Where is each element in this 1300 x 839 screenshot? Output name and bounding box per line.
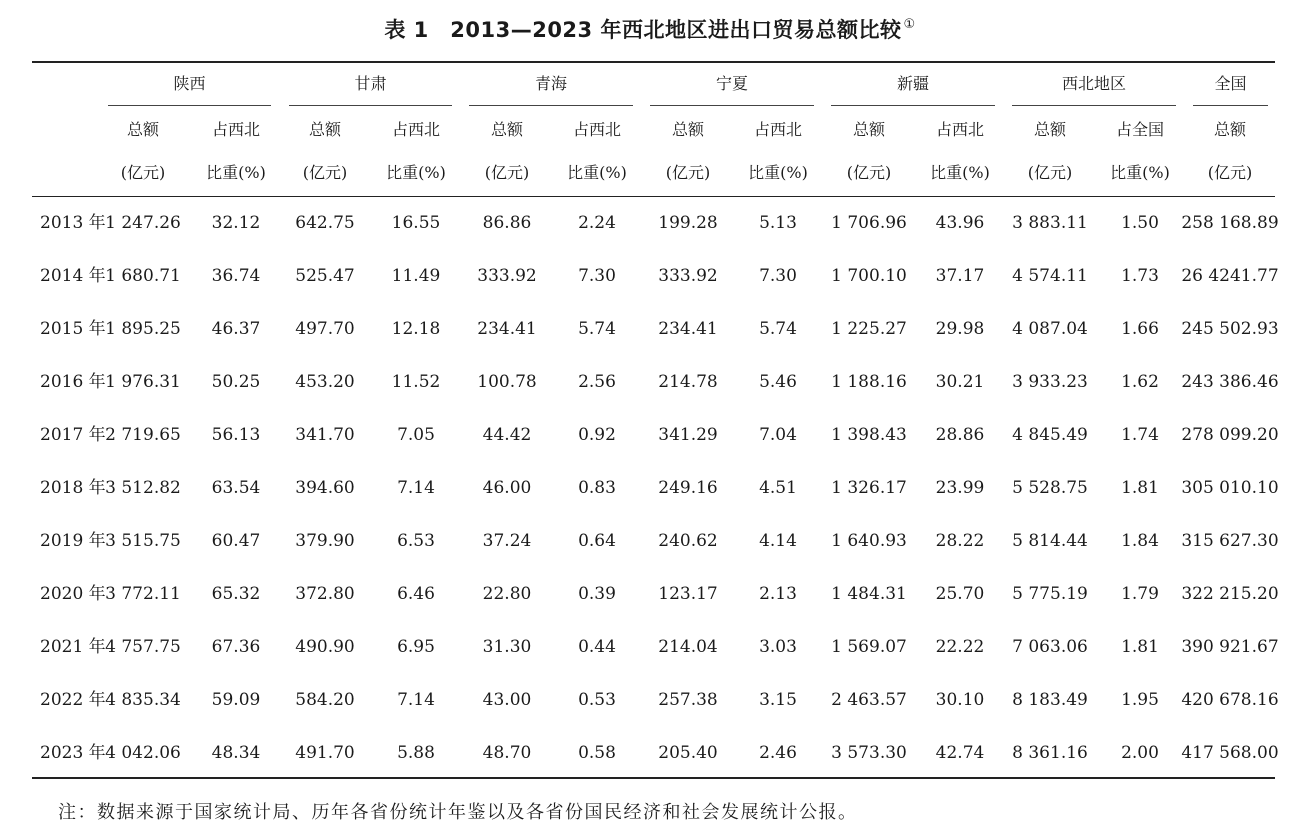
- table-cell: 4 835.34: [105, 690, 181, 710]
- table-cell: 11.49: [391, 266, 441, 286]
- table-cell: 249.16: [658, 478, 718, 498]
- table-cell: 0.44: [578, 637, 616, 657]
- table-cell: 1.74: [1121, 425, 1159, 445]
- table-cell: 3 933.23: [1012, 372, 1088, 392]
- table-cell: 6.46: [397, 584, 435, 604]
- table-cell: 5 814.44: [1012, 531, 1088, 551]
- table-cell: 372.80: [295, 584, 355, 604]
- table-cell: 23.99: [935, 478, 985, 498]
- table-cell: 278 099.20: [1181, 425, 1279, 445]
- column-header-line2: (亿元): [665, 163, 711, 182]
- table-cell: 1.95: [1121, 690, 1159, 710]
- table-cell: 1 706.96: [831, 213, 907, 233]
- table-cell: 11.52: [391, 372, 441, 392]
- table-cell: 258 168.89: [1181, 213, 1279, 233]
- table-cell: 43.96: [935, 213, 985, 233]
- table-cell: 3.15: [759, 690, 797, 710]
- table-cell: 48.34: [211, 743, 261, 763]
- table-cell: 63.54: [211, 478, 261, 498]
- table-cell: 1 976.31: [105, 372, 181, 392]
- table-cell: 1.84: [1121, 531, 1159, 551]
- table-cell: 0.58: [578, 743, 616, 763]
- table-top-rule: [32, 61, 1275, 63]
- table-cell: 7.04: [759, 425, 797, 445]
- table-cell: 44.42: [482, 425, 532, 445]
- column-header-line2: 比重(%): [567, 163, 627, 182]
- table-cell: 333.92: [658, 266, 718, 286]
- table-cell: 26 4241.77: [1181, 266, 1279, 286]
- table-cell: 4.14: [759, 531, 797, 551]
- table-cell: 1 569.07: [831, 637, 907, 657]
- row-year-label: 2014 年: [40, 266, 106, 286]
- table-bottom-rule: [32, 777, 1275, 779]
- table-cell: 4.51: [759, 478, 797, 498]
- table-cell: 234.41: [658, 319, 718, 339]
- table-cell: 1.66: [1121, 319, 1159, 339]
- column-header-line1: 占西北: [935, 120, 985, 139]
- table-cell: 36.74: [211, 266, 261, 286]
- table-cell: 305 010.10: [1181, 478, 1279, 498]
- column-header-line1: 占西北: [391, 120, 441, 139]
- table-cell: 642.75: [295, 213, 355, 233]
- table-cell: 333.92: [477, 266, 537, 286]
- table-cell: 4 042.06: [105, 743, 181, 763]
- table-cell: 420 678.16: [1181, 690, 1279, 710]
- row-year-label: 2022 年: [40, 690, 106, 710]
- table-cell: 7.30: [578, 266, 616, 286]
- table-title-text: 表 1 2013—2023 年西北地区进出口贸易总额比较: [384, 18, 902, 42]
- table-cell: 59.09: [211, 690, 261, 710]
- table-cell: 315 627.30: [1181, 531, 1279, 551]
- column-header-line1: 总额: [490, 120, 524, 139]
- table-cell: 4 087.04: [1012, 319, 1088, 339]
- table-cell: 5 775.19: [1012, 584, 1088, 604]
- table-cell: 490.90: [295, 637, 355, 657]
- table-cell: 1.50: [1121, 213, 1159, 233]
- table-cell: 2.00: [1121, 743, 1159, 763]
- table-cell: 2 463.57: [831, 690, 907, 710]
- table-cell: 0.53: [578, 690, 616, 710]
- column-header-line1: 占全国: [1115, 120, 1165, 139]
- table-cell: 7.14: [397, 690, 435, 710]
- column-header-line2: (亿元): [846, 163, 892, 182]
- table-cell: 5.46: [759, 372, 797, 392]
- column-header-line2: (亿元): [302, 163, 348, 182]
- table-cell: 1 398.43: [831, 425, 907, 445]
- table-cell: 4 757.75: [105, 637, 181, 657]
- table-cell: 4 845.49: [1012, 425, 1088, 445]
- table-cell: 214.78: [658, 372, 718, 392]
- region-header-underline: [469, 105, 633, 106]
- table-cell: 0.39: [578, 584, 616, 604]
- table-cell: 1.81: [1121, 637, 1159, 657]
- table-cell: 7 063.06: [1012, 637, 1088, 657]
- table-cell: 2.24: [578, 213, 616, 233]
- table-cell: 42.74: [935, 743, 985, 763]
- region-header-underline: [1193, 105, 1268, 106]
- column-header-line1: 占西北: [753, 120, 803, 139]
- table-cell: 1 700.10: [831, 266, 907, 286]
- table-cell: 37.17: [935, 266, 985, 286]
- row-year-label: 2023 年: [40, 743, 106, 763]
- column-header-line2: (亿元): [120, 163, 166, 182]
- table-title: [0, 14, 1300, 44]
- column-header-line2: 比重(%): [748, 163, 808, 182]
- region-header: 青海: [534, 74, 568, 93]
- region-header: 甘肃: [354, 74, 387, 93]
- region-header: 新疆: [896, 74, 930, 93]
- table-cell: 234.41: [477, 319, 537, 339]
- column-header-line2: (亿元): [1027, 163, 1073, 182]
- table-cell: 123.17: [658, 584, 718, 604]
- table-cell: 30.10: [935, 690, 985, 710]
- row-year-label: 2018 年: [40, 478, 106, 498]
- table-cell: 48.70: [482, 743, 532, 763]
- column-header-line1: 总额: [126, 120, 160, 139]
- table-cell: 22.22: [935, 637, 985, 657]
- column-header-line1: 总额: [671, 120, 705, 139]
- column-header-line2: (亿元): [1207, 163, 1253, 182]
- region-header-underline: [108, 105, 271, 106]
- table-cell: 1.62: [1121, 372, 1159, 392]
- table-cell: 390 921.67: [1181, 637, 1279, 657]
- table-cell: 5.88: [397, 743, 435, 763]
- region-header-underline: [1012, 105, 1176, 106]
- region-header: 西北地区: [1061, 74, 1127, 93]
- column-header-line2: 比重(%): [206, 163, 266, 182]
- table-cell: 22.80: [482, 584, 532, 604]
- table-cell: 6.95: [397, 637, 435, 657]
- table-cell: 7.05: [397, 425, 435, 445]
- table-cell: 205.40: [658, 743, 718, 763]
- table-cell: 6.53: [397, 531, 435, 551]
- column-header-line1: 总额: [852, 120, 886, 139]
- table-cell: 0.83: [578, 478, 616, 498]
- table-cell: 46.37: [211, 319, 261, 339]
- table-cell: 28.86: [935, 425, 985, 445]
- table-cell: 0.64: [578, 531, 616, 551]
- table-note: 注：数据来源于国家统计局、历年各省份统计年鉴以及各省份国民经济和社会发展统计公报。: [58, 802, 858, 823]
- table-cell: 1 247.26: [105, 213, 181, 233]
- table-cell: 1 225.27: [831, 319, 907, 339]
- table-cell: 28.22: [935, 531, 985, 551]
- column-header-line2: 比重(%): [930, 163, 990, 182]
- table-cell: 525.47: [295, 266, 355, 286]
- row-year-label: 2019 年: [40, 531, 106, 551]
- table-cell: 341.70: [295, 425, 355, 445]
- table-cell: 245 502.93: [1181, 319, 1279, 339]
- table-cell: 5.74: [759, 319, 797, 339]
- table-cell: 7.14: [397, 478, 435, 498]
- column-header-line1: 总额: [1213, 120, 1247, 139]
- table-cell: 1 680.71: [105, 266, 181, 286]
- region-header-underline: [650, 105, 814, 106]
- column-header-line2: 比重(%): [1110, 163, 1170, 182]
- table-cell: 2.46: [759, 743, 797, 763]
- table-cell: 46.00: [482, 478, 532, 498]
- table-cell: 0.92: [578, 425, 616, 445]
- row-year-label: 2017 年: [40, 425, 106, 445]
- table-cell: 453.20: [295, 372, 355, 392]
- table-cell: 341.29: [658, 425, 718, 445]
- table-cell: 29.98: [935, 319, 985, 339]
- column-header-line1: 总额: [1033, 120, 1067, 139]
- table-cell: 243 386.46: [1181, 372, 1279, 392]
- table-cell: 3 515.75: [105, 531, 181, 551]
- table-cell: 1.81: [1121, 478, 1159, 498]
- table-cell: 16.55: [391, 213, 441, 233]
- table-header-rule: [32, 196, 1275, 197]
- table-cell: 5 528.75: [1012, 478, 1088, 498]
- region-header: 宁夏: [715, 74, 749, 93]
- table-cell: 30.21: [935, 372, 985, 392]
- column-header-line1: 总额: [308, 120, 342, 139]
- table-cell: 1 326.17: [831, 478, 907, 498]
- row-year-label: 2016 年: [40, 372, 106, 392]
- region-header: 陕西: [173, 74, 206, 93]
- table-cell: 3 883.11: [1012, 213, 1088, 233]
- table-cell: 32.12: [211, 213, 261, 233]
- table-cell: 50.25: [211, 372, 261, 392]
- table-cell: 12.18: [391, 319, 441, 339]
- table-cell: 3 772.11: [105, 584, 181, 604]
- table-cell: 7.30: [759, 266, 797, 286]
- table-cell: 37.24: [482, 531, 532, 551]
- table-cell: 3 573.30: [831, 743, 907, 763]
- table-cell: 8 361.16: [1012, 743, 1088, 763]
- table-cell: 8 183.49: [1012, 690, 1088, 710]
- table-cell: 497.70: [295, 319, 355, 339]
- table-cell: 65.32: [211, 584, 261, 604]
- table-cell: 199.28: [658, 213, 718, 233]
- table-cell: 67.36: [211, 637, 261, 657]
- table-cell: 584.20: [295, 690, 355, 710]
- row-year-label: 2021 年: [40, 637, 106, 657]
- table-cell: 31.30: [482, 637, 532, 657]
- table-cell: 1.79: [1121, 584, 1159, 604]
- table-cell: 3 512.82: [105, 478, 181, 498]
- table-cell: 100.78: [477, 372, 537, 392]
- table-cell: 43.00: [482, 690, 532, 710]
- table-cell: 56.13: [211, 425, 261, 445]
- region-header-underline: [831, 105, 995, 106]
- table-cell: 491.70: [295, 743, 355, 763]
- region-header: 全国: [1214, 74, 1247, 93]
- table-cell: 240.62: [658, 531, 718, 551]
- row-year-label: 2015 年: [40, 319, 106, 339]
- table-cell: 1.73: [1121, 266, 1159, 286]
- table-cell: 60.47: [211, 531, 261, 551]
- table-cell: 214.04: [658, 637, 718, 657]
- table-cell: 5.74: [578, 319, 616, 339]
- table-cell: 2.56: [578, 372, 616, 392]
- table-cell: 394.60: [295, 478, 355, 498]
- table-cell: 2.13: [759, 584, 797, 604]
- table-cell: 86.86: [482, 213, 532, 233]
- row-year-label: 2020 年: [40, 584, 106, 604]
- table-cell: 1 640.93: [831, 531, 907, 551]
- column-header-line2: 比重(%): [386, 163, 446, 182]
- table-cell: 1 188.16: [831, 372, 907, 392]
- table-cell: 1 484.31: [831, 584, 907, 604]
- table-cell: 2 719.65: [105, 425, 181, 445]
- table-cell: 5.13: [759, 213, 797, 233]
- table-cell: 25.70: [935, 584, 985, 604]
- column-header-line1: 占西北: [572, 120, 622, 139]
- footnote-marker: ①: [903, 17, 916, 32]
- table-cell: 3.03: [759, 637, 797, 657]
- table-cell: 322 215.20: [1181, 584, 1279, 604]
- table-cell: 257.38: [658, 690, 718, 710]
- region-header-underline: [289, 105, 452, 106]
- table-cell: 379.90: [295, 531, 355, 551]
- table-cell: 1 895.25: [105, 319, 181, 339]
- column-header-line2: (亿元): [484, 163, 530, 182]
- column-header-line1: 占西北: [211, 120, 261, 139]
- table-cell: 4 574.11: [1012, 266, 1088, 286]
- table-cell: 417 568.00: [1181, 743, 1279, 763]
- row-year-label: 2013 年: [40, 213, 106, 233]
